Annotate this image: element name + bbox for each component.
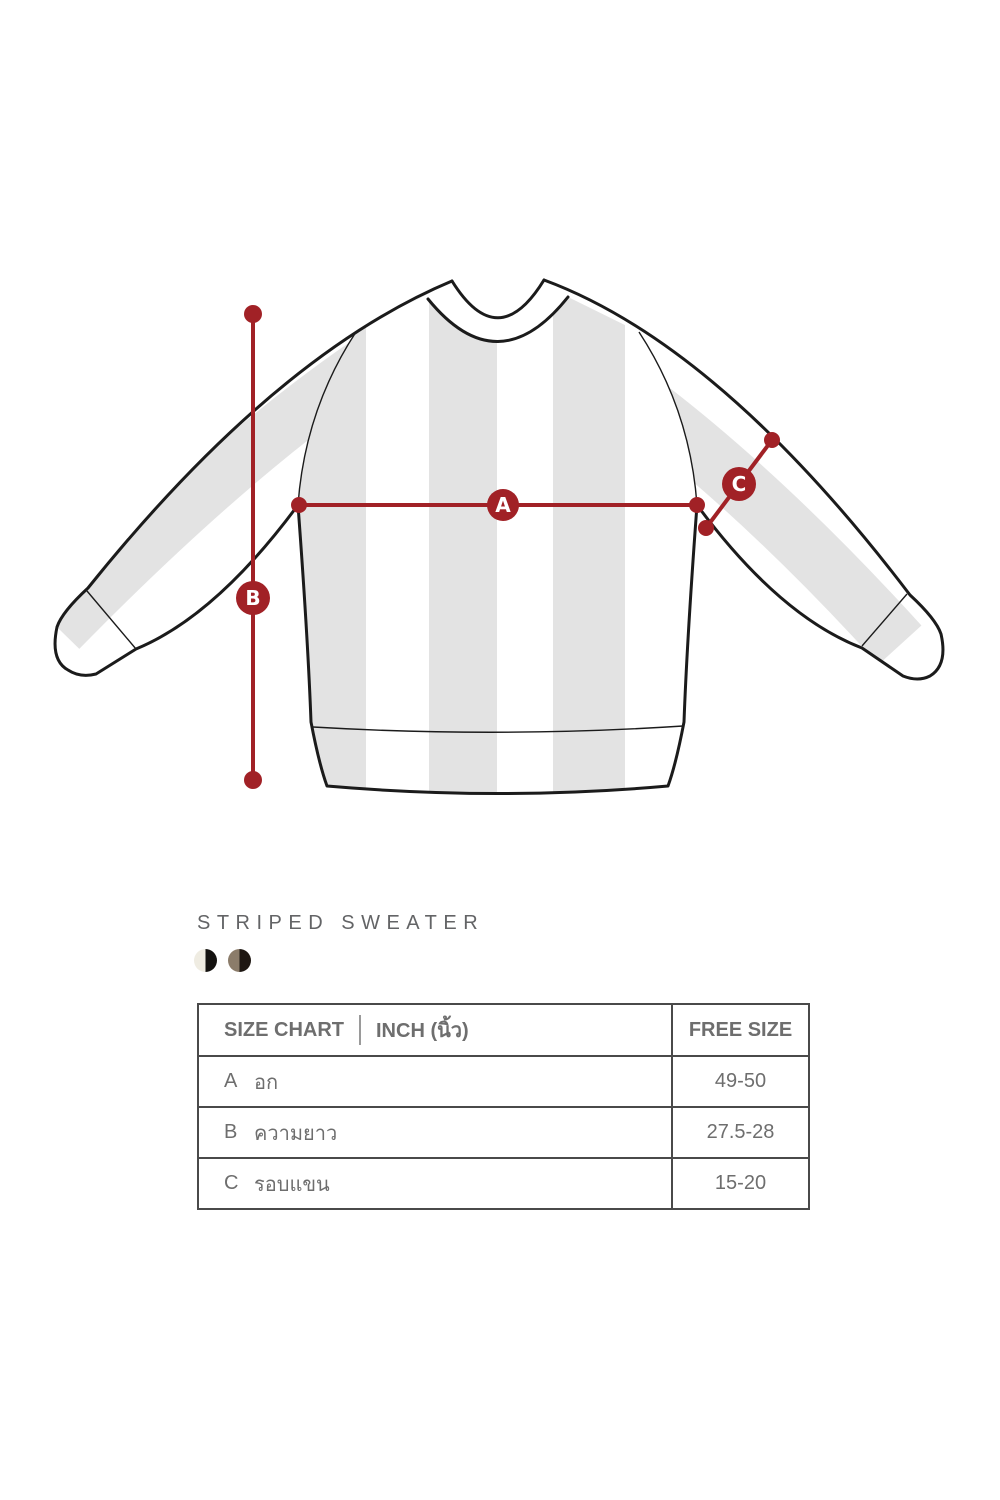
header-divider — [359, 1015, 361, 1045]
color-swatch-brown-black — [228, 949, 251, 972]
product-title: STRIPED SWEATER — [197, 912, 485, 934]
size-column-header: FREE SIZE — [688, 1018, 793, 1041]
size-chart-header-label — [199, 1005, 673, 1055]
size-chart-title: SIZE CHART — [224, 1018, 344, 1041]
row-b-value: 27.5-28 — [706, 1121, 775, 1143]
row-b-letter: B — [224, 1121, 238, 1143]
size-chart-unit: INCH (นิ้ว) — [376, 1020, 469, 1042]
size-chart-header-row — [199, 1005, 808, 1055]
row-c-value: 15-20 — [714, 1172, 767, 1194]
table-row-a — [199, 1055, 808, 1106]
color-swatch-cream-black — [194, 949, 217, 972]
body-stripe-2 — [429, 268, 497, 798]
row-a-letter: A — [224, 1070, 238, 1092]
row-c-letter: C — [224, 1172, 239, 1194]
row-a-label: อก — [254, 1071, 279, 1094]
svg-text:A: A — [495, 493, 511, 517]
table-row-b — [199, 1106, 808, 1157]
svg-text:B: B — [245, 586, 261, 610]
row-c-label: รอบแขน — [254, 1173, 330, 1196]
size-chart-table — [197, 1003, 810, 1210]
row-a-value: 49-50 — [714, 1070, 767, 1092]
row-b-label: ความยาว — [254, 1122, 338, 1145]
table-row-c — [199, 1157, 808, 1208]
body-stripe-3 — [553, 268, 625, 798]
sweater-illustration — [55, 268, 943, 798]
svg-text:C: C — [731, 472, 747, 496]
